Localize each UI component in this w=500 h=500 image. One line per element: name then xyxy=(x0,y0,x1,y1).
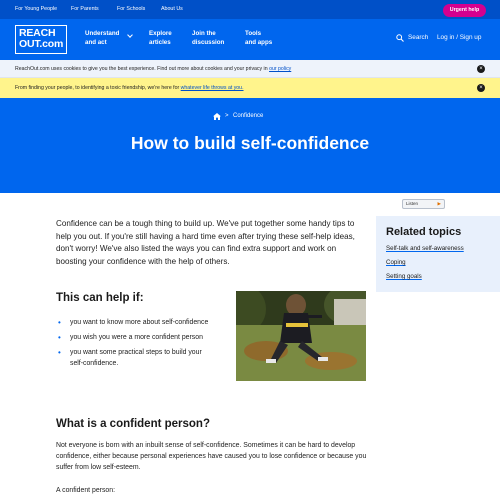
link-for-schools[interactable]: For Schools xyxy=(117,6,146,12)
cookie-policy-link[interactable]: our policy xyxy=(269,66,292,72)
close-icon[interactable]: × xyxy=(477,65,485,73)
intro-paragraph: Confidence can be a tough thing to build up. We've put together some handy tips to help you out. If you're still having a hard time even after trying these self-help ideas, don't worry! We've also listed the ways you can find extra support and work on boosting your confidence with the help of others. xyxy=(56,219,355,267)
related-link-self-talk[interactable]: Self-talk and self-awareness xyxy=(386,245,464,252)
reachout-logo[interactable] xyxy=(15,25,67,54)
nav-join-the-discussion[interactable]: Join the discussion xyxy=(192,30,225,46)
nav-explore-articles[interactable]: Explore articles xyxy=(149,30,172,46)
section-heading-help: This can help if: xyxy=(56,292,144,304)
nav-understand-and-act[interactable]: Understand and act xyxy=(85,30,120,46)
notice-message: From finding your people, to identifying a toxic friendship, we're here for xyxy=(15,85,180,91)
home-icon[interactable] xyxy=(213,113,221,120)
logo-line-2: OUT.com xyxy=(19,38,64,50)
search-icon xyxy=(396,34,404,42)
article-photo xyxy=(236,291,366,381)
related-link-setting-goals[interactable]: Setting goals xyxy=(386,273,422,280)
cookie-text xyxy=(15,66,291,72)
notice-text xyxy=(15,85,244,91)
login-signup-link[interactable]: Log in / Sign up xyxy=(437,34,482,41)
related-link-coping[interactable]: Coping xyxy=(386,259,406,266)
logo-line-1: REACH xyxy=(19,27,56,39)
breadcrumb-current[interactable]: Confidence xyxy=(233,113,264,119)
link-for-young-people[interactable]: For Young People xyxy=(15,6,58,12)
nav-tools-and-apps[interactable]: Tools and apps xyxy=(245,30,273,46)
related-topics-panel xyxy=(376,216,500,292)
play-icon: ▶ xyxy=(437,201,441,206)
help-bullet-list xyxy=(56,317,216,373)
main-navigation xyxy=(0,19,500,60)
close-icon[interactable]: × xyxy=(477,84,485,92)
section-heading-confident-person: What is a confident person? xyxy=(56,418,210,430)
list-item: • you want some practical steps to build your self-confidence. xyxy=(56,347,216,369)
notice-link[interactable]: whatever life throws at you. xyxy=(180,85,244,91)
confident-person-paragraph: Not everyone is born with an inbuilt sense of self-confidence. Sometimes it can be hard to develop confidence, either because personal experiences have caused you to lose confidence or because you suffer from low self-esteem. xyxy=(56,442,367,472)
notice-banner xyxy=(0,78,500,98)
link-about-us[interactable]: About Us xyxy=(161,6,183,12)
listen-button[interactable] xyxy=(402,199,445,209)
list-item: • you wish you were a more confident person xyxy=(56,332,216,343)
top-utility-bar xyxy=(0,0,500,19)
breadcrumb-separator: > xyxy=(225,113,229,119)
page-title: How to build self-confidence xyxy=(130,133,370,153)
urgent-help-button[interactable]: Urgent help xyxy=(443,4,486,17)
cookie-banner xyxy=(0,60,500,78)
page-hero xyxy=(0,98,500,193)
link-for-parents[interactable]: For Parents xyxy=(71,6,99,12)
listen-label: Listen xyxy=(406,201,419,206)
related-topics-heading: Related topics xyxy=(386,226,462,238)
search-label: Search xyxy=(408,34,429,41)
cookie-message: ReachOut.com uses cookies to give you the best experience. Find out more about cookies and your privacy in xyxy=(15,66,268,72)
list-item: • you want to know more about self-confidence xyxy=(56,317,216,328)
confident-person-lead: A confident person: xyxy=(56,487,115,494)
